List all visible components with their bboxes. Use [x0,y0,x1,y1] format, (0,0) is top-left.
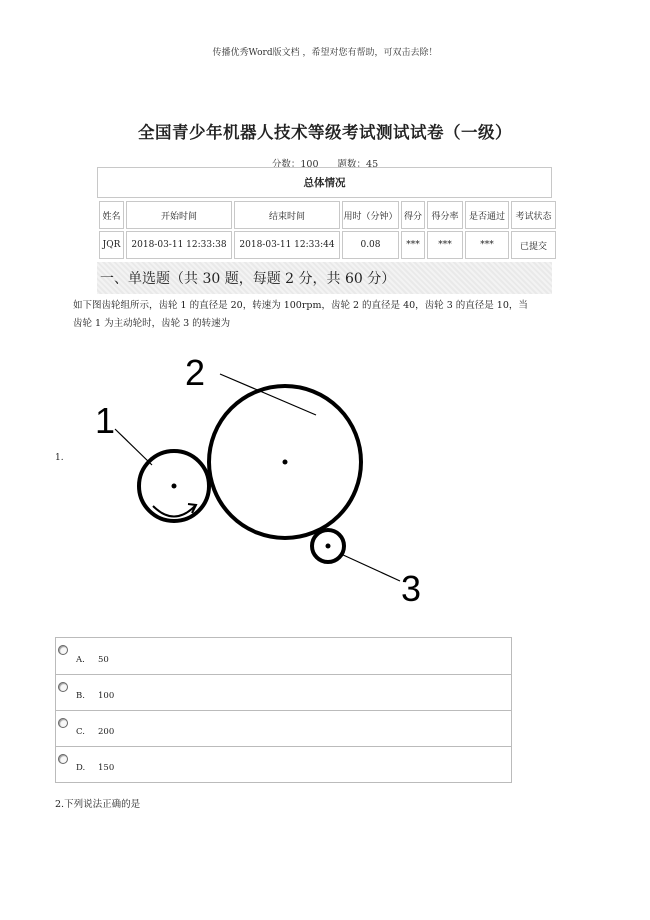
option-a-value: 50 [98,655,109,665]
gear-diagram [85,345,445,615]
option-d[interactable] [56,747,511,782]
option-c-value: 200 [98,727,115,737]
summary-table [97,199,558,261]
gear-3-center [326,544,331,549]
option-b[interactable] [56,675,511,711]
option-d-radio[interactable] [58,754,68,764]
option-b-radio[interactable] [58,682,68,692]
header-notice: 传播优秀Word版文档 ，希望对您有帮助，可双击去除！ [212,48,438,58]
summary-heading: 总体情况 [97,167,552,198]
col-end-time: 结束时间 [234,201,340,229]
option-d-value: 150 [98,763,115,773]
rotation-arrow-icon [153,506,195,517]
option-b-label: B. [76,691,85,701]
option-c-radio[interactable] [58,718,68,728]
option-a[interactable] [56,638,511,675]
col-name: 姓名 [99,201,124,229]
gear-label-2: 2 [185,352,206,393]
question-count-label: 题数：45 [337,159,379,170]
cell-duration: 0.08 [342,231,399,259]
gear-2-center [283,460,288,465]
col-passed: 是否通过 [465,201,509,229]
cell-name: JQR [99,231,124,259]
score-label: 分数：100 [271,159,319,170]
summary-header-row [99,201,556,229]
col-start-time: 开始时间 [126,201,232,229]
option-b-value: 100 [98,691,115,701]
option-c[interactable] [56,711,511,747]
cell-start-time: 2018-03-11 12:33:38 [126,231,232,259]
summary-data-row [99,231,556,259]
gear-1-center [172,484,177,489]
gear-label-3: 3 [401,568,422,609]
col-duration: 用时（分钟） [342,201,399,229]
cell-end-time: 2018-03-11 12:33:44 [234,231,340,259]
question-1-options [55,637,512,783]
label-2-leader [220,374,316,415]
gear-label-1: 1 [95,400,116,441]
question-1-number: 1. [55,453,64,463]
cell-score: *** [401,231,425,259]
option-d-label: D. [76,763,86,773]
option-c-label: C. [76,727,85,737]
cell-status: 已提交 [511,231,556,259]
col-status: 考试状态 [511,201,556,229]
cell-score-rate: *** [427,231,463,259]
question-1-text: 如下图齿轮组所示，齿轮 1 的直径是 20，转速为 100rpm，齿轮 2 的直径是 40，齿轮 3 的直径是 10，当齿轮 1 为主动轮时，齿轮 3 的转速为 [73,300,528,329]
option-a-label: A. [76,655,85,665]
section-title: 一、单选题（共 30 题，每题 2 分，共 60 分） [100,271,396,287]
option-a-radio[interactable] [58,645,68,655]
question-2-text: 2.下列说法正确的是 [55,799,141,810]
label-3-leader [341,554,400,581]
label-1-leader [115,429,152,465]
col-score-rate: 得分率 [427,201,463,229]
page-title: 全国青少年机器人技术等级考试测试试卷（一级） [138,123,512,142]
section-header [97,262,552,294]
col-score: 得分 [401,201,425,229]
cell-passed: *** [465,231,509,259]
